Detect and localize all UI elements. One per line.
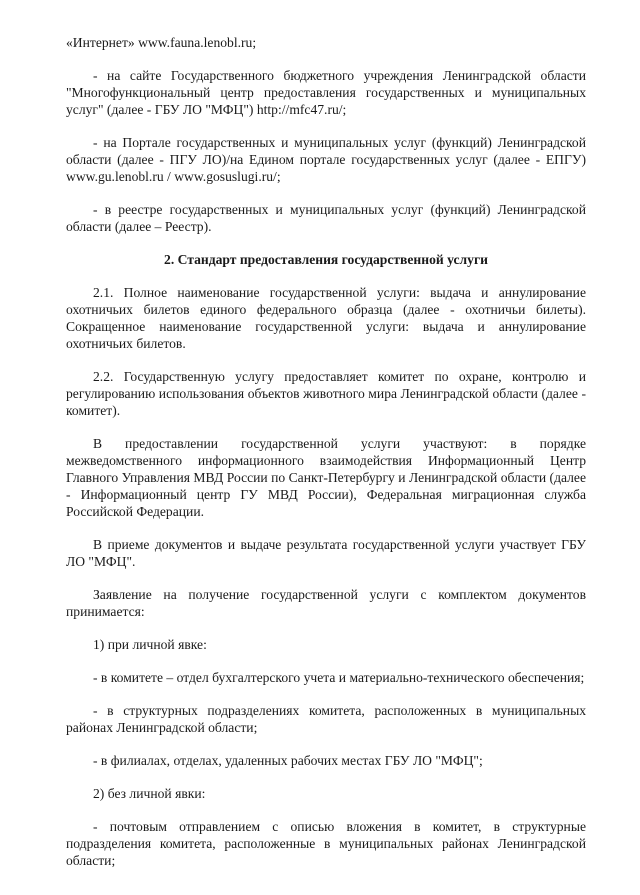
list-item-remote: 2) без личной явки: (93, 786, 206, 801)
section-heading: 2. Стандарт предоставления государственной услуги (164, 252, 488, 267)
list-item-committee: - в комитете – отдел бухгалтерского учета и материально-технического обеспечения; (93, 670, 585, 685)
list-item-personal: 1) при личной явке: (93, 637, 207, 652)
paragraph-participants: В предоставлении государственной услуги участвуют: в порядке межведомственного информационного взаимодействия Информационный Центр Главного Управления МВД России по Санкт-Петербургу и Ленинградской области (далее - Информационный центр ГУ МВД России), Федеральная миграционная служба Российской Федерации. (66, 436, 586, 519)
paragraph-2-1: 2.1. Полное наименование государственной услуги: выдача и аннулирование охотничьих билетов единого федерального образца (далее - охотничьи билеты). Сокращенное наименование государственной услуги: выдача и аннулирование охотничьих билетов. (66, 285, 586, 351)
paragraph-registry: - в реестре государственных и муниципальных услуг (функций) Ленинградской области (далее – Реестр). (66, 202, 586, 234)
paragraph-2-2: 2.2. Государственную услугу предоставляет комитет по охране, контролю и регулированию использования объектов животного мира Ленинградской области (далее - комитет). (66, 369, 586, 418)
paragraph-mfc-reception: В приеме документов и выдаче результата государственной услуги участвует ГБУ ЛО "МФЦ". (66, 537, 586, 569)
paragraph-mfc-site: - на сайте Государственного бюджетного учреждения Ленинградской области "Многофункциональный центр предоставления государственных и муниципальных услуг" (далее - ГБУ ЛО "МФЦ") http://mfc47.ru/; (66, 68, 586, 117)
list-item-mfc-branches: - в филиалах, отделах, удаленных рабочих местах ГБУ ЛО "МФЦ"; (93, 753, 483, 768)
list-item-postal: - почтовым отправлением с описью вложения в комитет, в структурные подразделения комитета, расположенные в муниципальных районах Ленинградской области; (66, 819, 586, 868)
list-item-divisions: - в структурных подразделениях комитета, расположенных в муниципальных районах Ленинградской области; (66, 703, 586, 735)
paragraph-fauna-link: «Интернет» www.fauna.lenobl.ru; (66, 35, 257, 50)
paragraph-application: Заявление на получение государственной услуги с комплектом документов принимается: (66, 587, 586, 619)
document-page (66, 34, 586, 885)
paragraph-portal: - на Портале государственных и муниципальных услуг (функций) Ленинградской области (далее - ПГУ ЛО)/на Едином портале государственных услуг (далее - ЕПГУ) www.gu.lenobl.ru / www.gosuslugi.ru/; (66, 135, 586, 184)
